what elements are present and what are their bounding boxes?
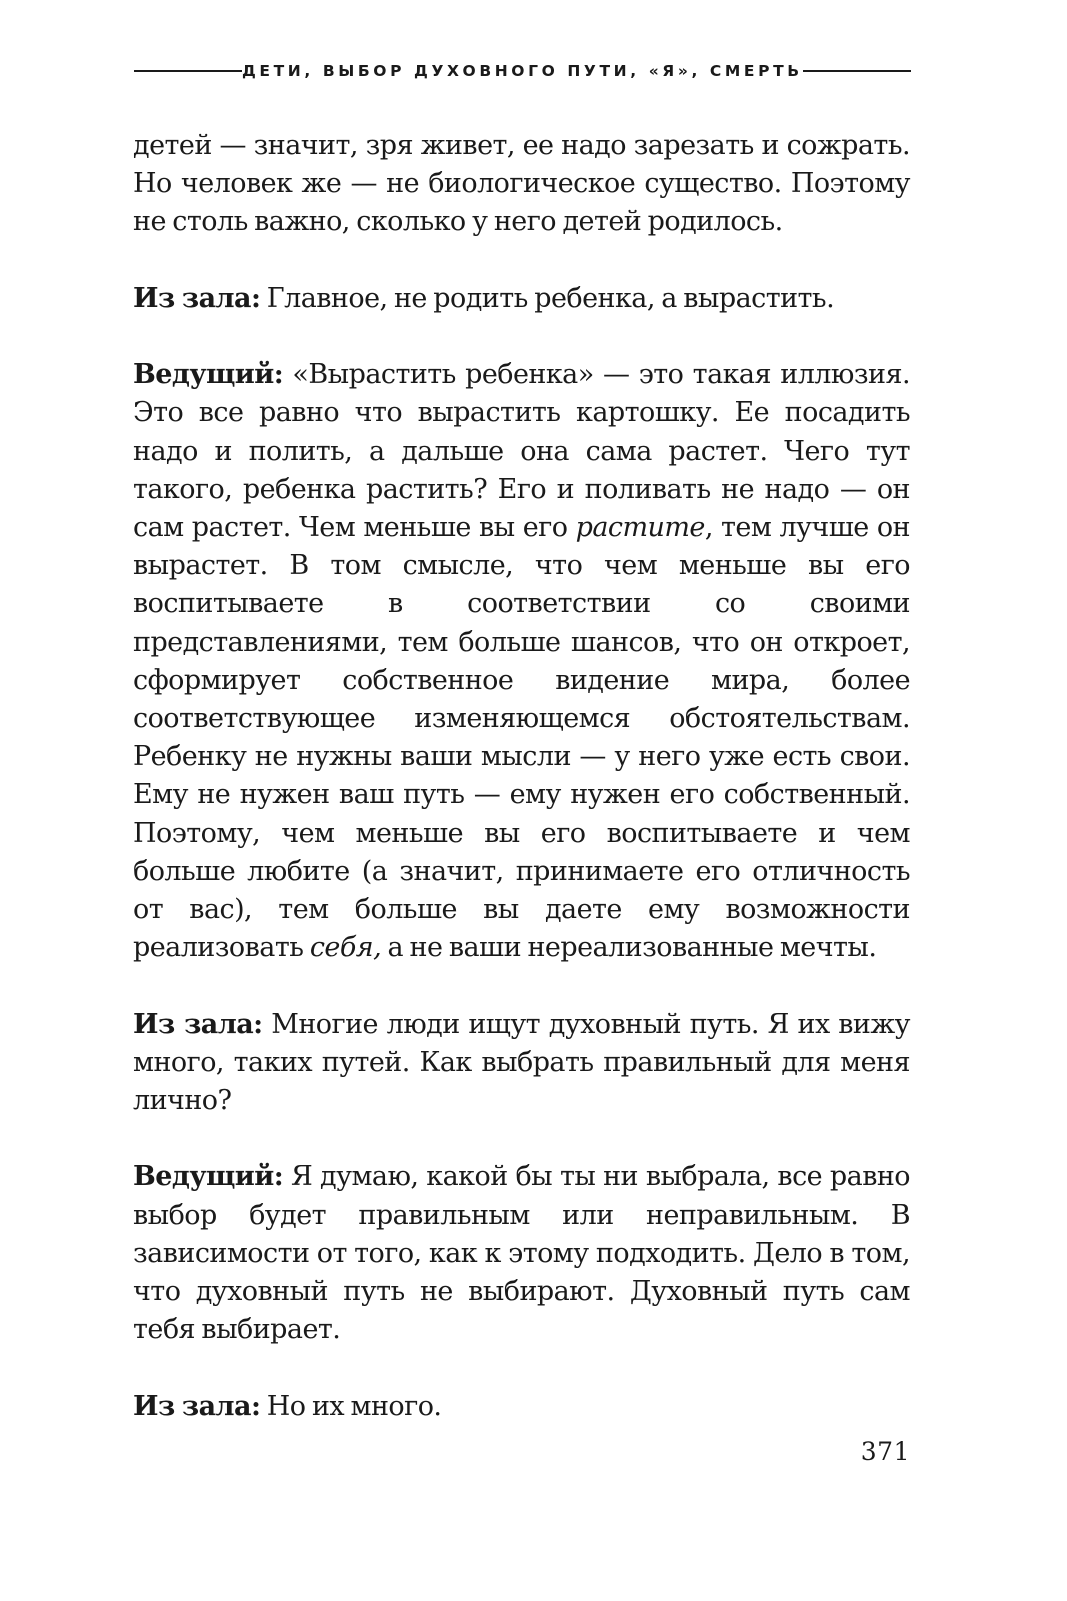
paragraph-audience [133,280,910,318]
running-head-left-rule [134,70,242,72]
running-head-title: ДЕТИ, ВЫБОР ДУХОВНОГО ПУТИ, «Я», СМЕРТЬ [242,62,803,80]
running-head-right-rule [803,70,911,72]
paragraph-audience [133,1388,910,1426]
paragraph-text: Главное, не родить ребенка, а вырастить. [260,282,835,314]
page-number: 371 [860,1437,910,1466]
paragraph-continuation [133,127,910,242]
paragraph-text: а не ваши нереализованные мечты. [381,932,877,964]
paragraph-text: , тем лучше он вырастет. В том смысле, что чем меньше вы его воспитываете в соответствии со своими представлениями, тем больше шансов, что он откроет, сформирует собственное видение мира, более соответствующее изменяющемся обстоятельствам. Ребенку не нужны ваши мысли — у него уже есть свои. Ему не нужен ваш путь — ему нужен его собственный. Поэтому, чем меньше вы его воспитываете и чем больше любите (а значит, принимаете его отличность от вас), тем больше вы даете ему возможности реализовать [133,512,910,964]
paragraph-host [133,1158,910,1349]
body-text [133,127,910,1464]
running-head [134,62,909,80]
paragraph-text: Но их много. [260,1390,442,1422]
speaker-label: Из зала: [133,1008,263,1040]
paragraph-host [133,356,910,967]
emphasis-text: себя, [309,932,382,964]
paragraph-text: «Вырастить ребенка» — это такая иллюзия. Это все равно что вырастить картошку. Ее посадить надо и полить, а дальше она сама растет. Чего тут такого, ребенка растить? Его и поливать не надо — он сам растет. Чем меньше вы его [133,359,910,543]
speaker-label: Ведущий: [133,1161,284,1193]
speaker-label: Из зала: [133,282,261,314]
paragraph-audience [133,1006,910,1121]
paragraph-text: Я думаю, какой бы ты ни выбрала, все равно выбор будет правильным или неправильным. В зависимости от того, как к этому подходить. Дело в том, что духовный путь не выбирают. Духовный путь сам тебя выбирает. [133,1161,910,1346]
paragraph-text: детей — значит, зря живет, ее надо зарезать и сожрать. Но человек же — не биологическое существо. Поэтому не столь важно, сколько у него детей родилось. [133,130,910,238]
paragraph-text: Многие люди ищут духовный путь. Я их вижу много, таких путей. Как выбрать правильный для меня лично? [133,1008,911,1117]
speaker-label: Из зала: [133,1390,261,1422]
speaker-label: Ведущий: [133,359,284,391]
emphasis-text: растите [575,512,705,543]
